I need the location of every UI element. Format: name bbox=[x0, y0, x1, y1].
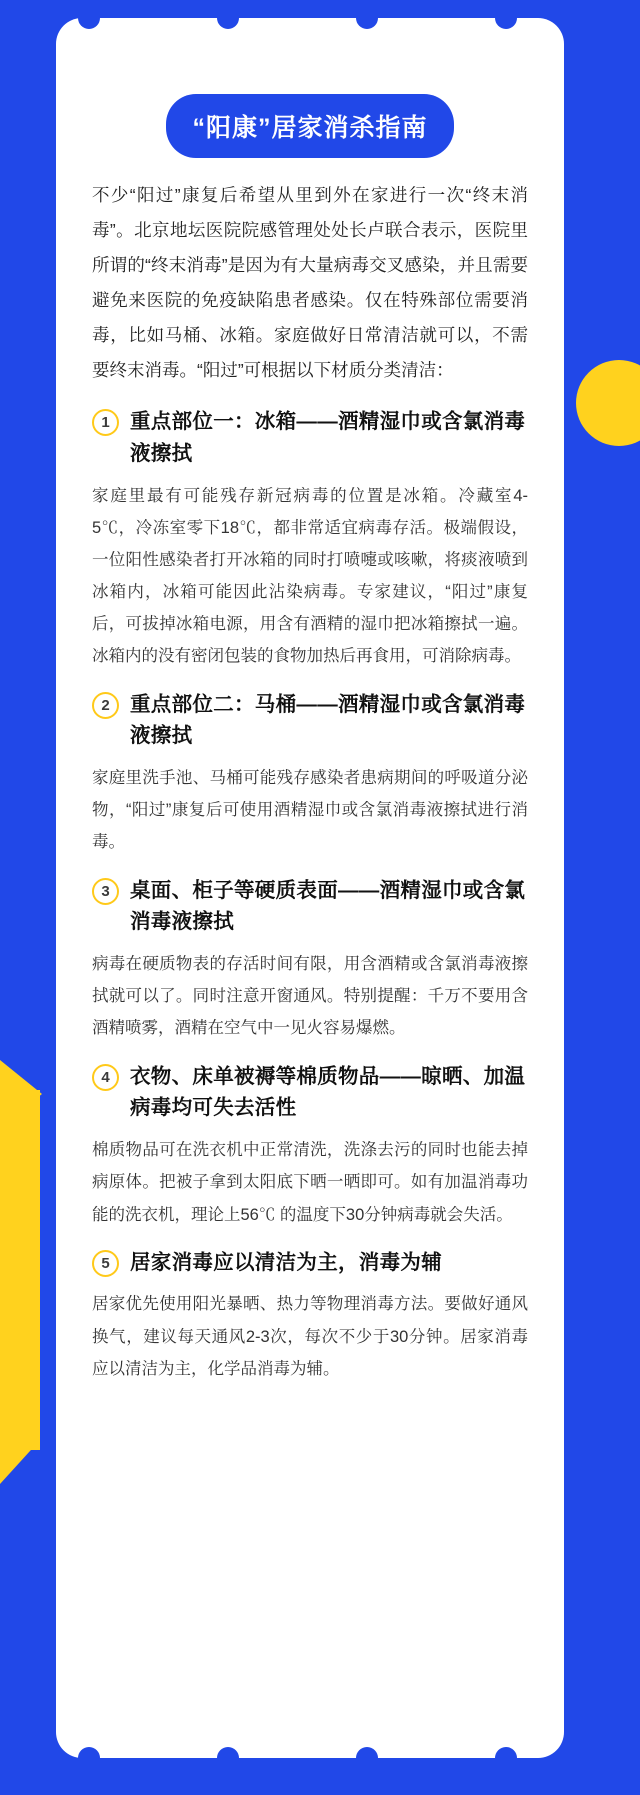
punch-holes-top bbox=[56, 18, 564, 60]
section-paragraph: 家庭里最有可能残存新冠病毒的位置是冰箱。冷藏室4-5℃，冷冻室零下18℃，都非常适宜病毒存活。极端假设，一位阳性感染者打开冰箱的同时打喷嚏或咳嗽，将痰液喷到冰箱内，冰箱可能因此沾染病毒。专家建议，“阳过”康复后，可拔掉冰箱电源，用含有酒精的湿巾把冰箱擦拭一遍。冰箱内的没有密闭包装的食物加热后再食用，可消除病毒。 bbox=[92, 486, 528, 666]
section-paragraph: 病毒在硬质物表的存活时间有限，用含酒精或含氯消毒液擦拭就可以了。同时注意开窗通风。特别提醒：千万不要用含酒精喷雾，酒精在空气中一见火容易爆燃。 bbox=[92, 955, 528, 1038]
section-number-badge: 5 bbox=[92, 1250, 119, 1277]
punch-hole bbox=[217, 18, 239, 29]
section-5 bbox=[92, 1247, 528, 1385]
punch-hole bbox=[356, 1747, 378, 1758]
section-heading bbox=[92, 875, 528, 939]
punch-holes-bottom bbox=[56, 1716, 564, 1758]
section-heading bbox=[92, 689, 528, 753]
punch-hole bbox=[495, 18, 517, 29]
section-title: 衣物、床单被褥等棉质物品——晾晒、加温病毒均可失去活性 bbox=[130, 1064, 526, 1120]
punch-hole bbox=[78, 18, 100, 29]
section-number-badge: 1 bbox=[92, 409, 119, 436]
section-title: 居家消毒应以清洁为主，消毒为辅 bbox=[130, 1250, 442, 1274]
decorative-circle bbox=[576, 360, 640, 446]
intro-paragraph: 不少“阳过”康复后希望从里到外在家进行一次“终末消毒”。北京地坛医院院感管理处处长卢联合表示，医院里所谓的“终末消毒”是因为有大量病毒交叉感染，并且需要避免来医院的免疫缺陷患者感染。仅在特殊部位需要消毒，比如马桶、冰箱。家庭做好日常清洁就可以，不需要终末消毒。“阳过”可根据以下材质分类清洁： bbox=[92, 185, 528, 380]
punch-hole bbox=[495, 1747, 517, 1758]
section-title: 桌面、柜子等硬质表面——酒精湿巾或含氯消毒液擦拭 bbox=[130, 878, 526, 934]
content-card bbox=[56, 18, 564, 1758]
section-heading bbox=[92, 406, 528, 470]
punch-hole bbox=[78, 1747, 100, 1758]
section-paragraph: 棉质物品可在洗衣机中正常清洗，洗涤去污的同时也能去掉病原体。把被子拿到太阳底下晒一晒即可。如有加温消毒功能的洗衣机，理论上56℃ 的温度下30分钟病毒就会失活。 bbox=[92, 1141, 528, 1224]
section-4 bbox=[92, 1061, 528, 1231]
section-paragraph: 居家优先使用阳光暴晒、热力等物理消毒方法。要做好通风换气，建议每天通风2-3次，每次不少于30分钟。居家消毒应以清洁为主，化学品消毒为辅。 bbox=[92, 1295, 528, 1378]
section-number-badge: 3 bbox=[92, 878, 119, 905]
section-3 bbox=[92, 875, 528, 1045]
section-heading bbox=[92, 1247, 528, 1279]
punch-hole bbox=[356, 18, 378, 29]
section-paragraph: 家庭里洗手池、马桶可能残存感染者患病期间的呼吸道分泌物，“阳过”康复后可使用酒精湿巾或含氯消毒液擦拭进行消毒。 bbox=[92, 769, 528, 852]
section-number-badge: 2 bbox=[92, 692, 119, 719]
section-title: 重点部位一：冰箱——酒精湿巾或含氯消毒液擦拭 bbox=[130, 410, 526, 465]
punch-hole bbox=[217, 1747, 239, 1758]
decorative-block bbox=[0, 1090, 40, 1450]
section-1 bbox=[92, 406, 528, 673]
page-title: “阳康”居家消杀指南 bbox=[166, 94, 453, 158]
title-container bbox=[56, 94, 564, 158]
section-number-badge: 4 bbox=[92, 1064, 119, 1091]
section-heading bbox=[92, 1061, 528, 1125]
article-body bbox=[92, 178, 528, 1389]
section-2 bbox=[92, 689, 528, 859]
section-title: 重点部位二：马桶——酒精湿巾或含氯消毒液擦拭 bbox=[130, 692, 526, 748]
decorative-block-corner bbox=[0, 1440, 40, 1484]
